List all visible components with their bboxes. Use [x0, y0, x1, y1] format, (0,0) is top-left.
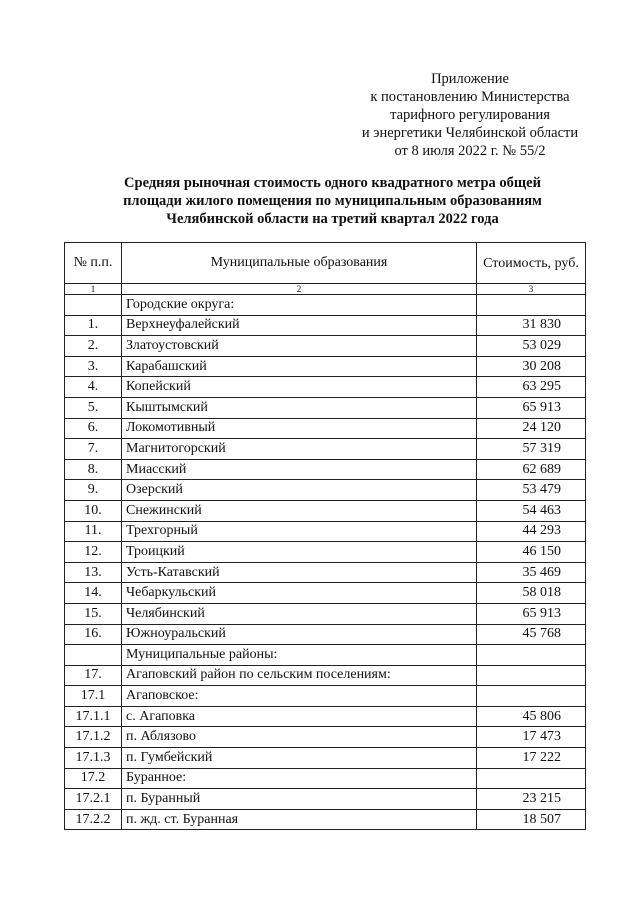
row-number: 5. — [65, 397, 122, 418]
title-line: Средняя рыночная стоимость одного квадратного метра общей — [124, 175, 541, 191]
row-municipality: Агаповский район по сельским поселениям: — [122, 665, 477, 686]
row-number: 3. — [65, 356, 122, 377]
row-municipality: Снежинский — [122, 500, 477, 521]
row-number: 11. — [65, 521, 122, 542]
row-cost — [477, 665, 586, 686]
row-municipality: Верхнеуфалейский — [122, 315, 477, 336]
row-municipality: Карабашский — [122, 356, 477, 377]
table-row — [65, 315, 586, 336]
row-cost: 24 120 — [477, 418, 586, 439]
row-cost — [477, 645, 586, 666]
appendix-line: тарифного регулирования — [390, 107, 550, 123]
table-row — [65, 809, 586, 830]
table-row — [65, 356, 586, 377]
table-row — [65, 562, 586, 583]
header-number: № п.п. — [65, 243, 122, 284]
column-number-row — [65, 284, 586, 295]
row-municipality: Усть-Катавский — [122, 562, 477, 583]
row-municipality: Трехгорный — [122, 521, 477, 542]
appendix-block — [300, 70, 640, 160]
row-municipality: Озерский — [122, 480, 477, 501]
row-number: 17.2.2 — [65, 809, 122, 830]
row-cost: 58 018 — [477, 583, 586, 604]
row-municipality: Муниципальные районы: — [122, 645, 477, 666]
row-number: 15. — [65, 603, 122, 624]
row-cost: 46 150 — [477, 542, 586, 563]
row-cost: 54 463 — [477, 500, 586, 521]
row-number: 17.1.2 — [65, 727, 122, 748]
row-cost — [477, 686, 586, 707]
table-row — [65, 583, 586, 604]
row-number — [65, 645, 122, 666]
row-municipality: п. Аблязово — [122, 727, 477, 748]
table-row — [65, 521, 586, 542]
row-cost: 63 295 — [477, 377, 586, 398]
header-cost: Стоимость, руб. — [477, 243, 586, 284]
row-number: 17.2.1 — [65, 789, 122, 810]
table-row — [65, 542, 586, 563]
row-municipality: Магнитогорский — [122, 439, 477, 460]
row-number: 17.1 — [65, 686, 122, 707]
row-cost: 53 479 — [477, 480, 586, 501]
row-number: 6. — [65, 418, 122, 439]
appendix-line: и энергетики Челябинской области — [361, 125, 579, 141]
row-municipality: Кыштымский — [122, 397, 477, 418]
table-row — [65, 459, 586, 480]
row-municipality: Троицкий — [122, 542, 477, 563]
header-municipality: Муниципальные образования — [122, 243, 477, 284]
table-row — [65, 336, 586, 357]
row-number: 12. — [65, 542, 122, 563]
table-row — [65, 706, 586, 727]
row-number: 1. — [65, 315, 122, 336]
column-number: 3 — [477, 284, 586, 295]
column-number: 1 — [65, 284, 122, 295]
cost-table — [64, 242, 586, 830]
table-body — [65, 295, 586, 830]
row-municipality: п. жд. ст. Буранная — [122, 809, 477, 830]
row-cost: 23 215 — [477, 789, 586, 810]
row-cost: 17 222 — [477, 748, 586, 769]
table-row — [65, 439, 586, 460]
appendix-line: к постановлению Министерства — [370, 89, 570, 105]
title-line: площади жилого помещения по муниципальным образованиям — [123, 193, 542, 209]
row-municipality: Городские округа: — [122, 295, 477, 316]
row-number: 4. — [65, 377, 122, 398]
row-cost — [477, 295, 586, 316]
row-cost: 57 319 — [477, 439, 586, 460]
row-number: 17.1.3 — [65, 748, 122, 769]
row-municipality: Агаповское: — [122, 686, 477, 707]
row-cost: 45 768 — [477, 624, 586, 645]
row-number: 2. — [65, 336, 122, 357]
row-number: 7. — [65, 439, 122, 460]
appendix-line: Приложение — [431, 71, 509, 87]
table-row — [65, 748, 586, 769]
table-row — [65, 418, 586, 439]
row-municipality: Южноуральский — [122, 624, 477, 645]
row-cost: 45 806 — [477, 706, 586, 727]
row-number: 17.1.1 — [65, 706, 122, 727]
row-cost: 65 913 — [477, 397, 586, 418]
row-cost: 31 830 — [477, 315, 586, 336]
table-row — [65, 500, 586, 521]
column-number: 2 — [122, 284, 477, 295]
table-row — [65, 624, 586, 645]
row-municipality: Миасский — [122, 459, 477, 480]
row-number: 17. — [65, 665, 122, 686]
row-municipality: Буранное: — [122, 768, 477, 789]
row-municipality: п. Гумбейский — [122, 748, 477, 769]
row-cost: 53 029 — [477, 336, 586, 357]
row-cost: 35 469 — [477, 562, 586, 583]
table-row — [65, 645, 586, 666]
row-municipality: Копейский — [122, 377, 477, 398]
row-cost: 44 293 — [477, 521, 586, 542]
row-cost: 17 473 — [477, 727, 586, 748]
row-municipality: с. Агаповка — [122, 706, 477, 727]
table-row — [65, 768, 586, 789]
table-row — [65, 686, 586, 707]
row-cost: 65 913 — [477, 603, 586, 624]
row-number: 9. — [65, 480, 122, 501]
row-cost: 18 507 — [477, 809, 586, 830]
row-municipality: Чебаркульский — [122, 583, 477, 604]
table-row — [65, 665, 586, 686]
table-row — [65, 603, 586, 624]
row-municipality: п. Буранный — [122, 789, 477, 810]
row-number: 17.2 — [65, 768, 122, 789]
row-municipality: Челябинский — [122, 603, 477, 624]
document-title — [80, 174, 585, 228]
title-line: Челябинской области на третий квартал 2022 года — [166, 211, 499, 227]
table-row — [65, 789, 586, 810]
row-number — [65, 295, 122, 316]
row-cost: 30 208 — [477, 356, 586, 377]
row-cost: 62 689 — [477, 459, 586, 480]
row-number: 10. — [65, 500, 122, 521]
table-row — [65, 727, 586, 748]
appendix-line: от 8 июля 2022 г. № 55/2 — [394, 143, 546, 159]
table-row — [65, 397, 586, 418]
table-row — [65, 480, 586, 501]
row-municipality: Златоустовский — [122, 336, 477, 357]
row-number: 8. — [65, 459, 122, 480]
table-header-row — [65, 243, 586, 284]
row-cost — [477, 768, 586, 789]
row-number: 14. — [65, 583, 122, 604]
table-row — [65, 295, 586, 316]
table-row — [65, 377, 586, 398]
row-number: 13. — [65, 562, 122, 583]
row-number: 16. — [65, 624, 122, 645]
row-municipality: Локомотивный — [122, 418, 477, 439]
